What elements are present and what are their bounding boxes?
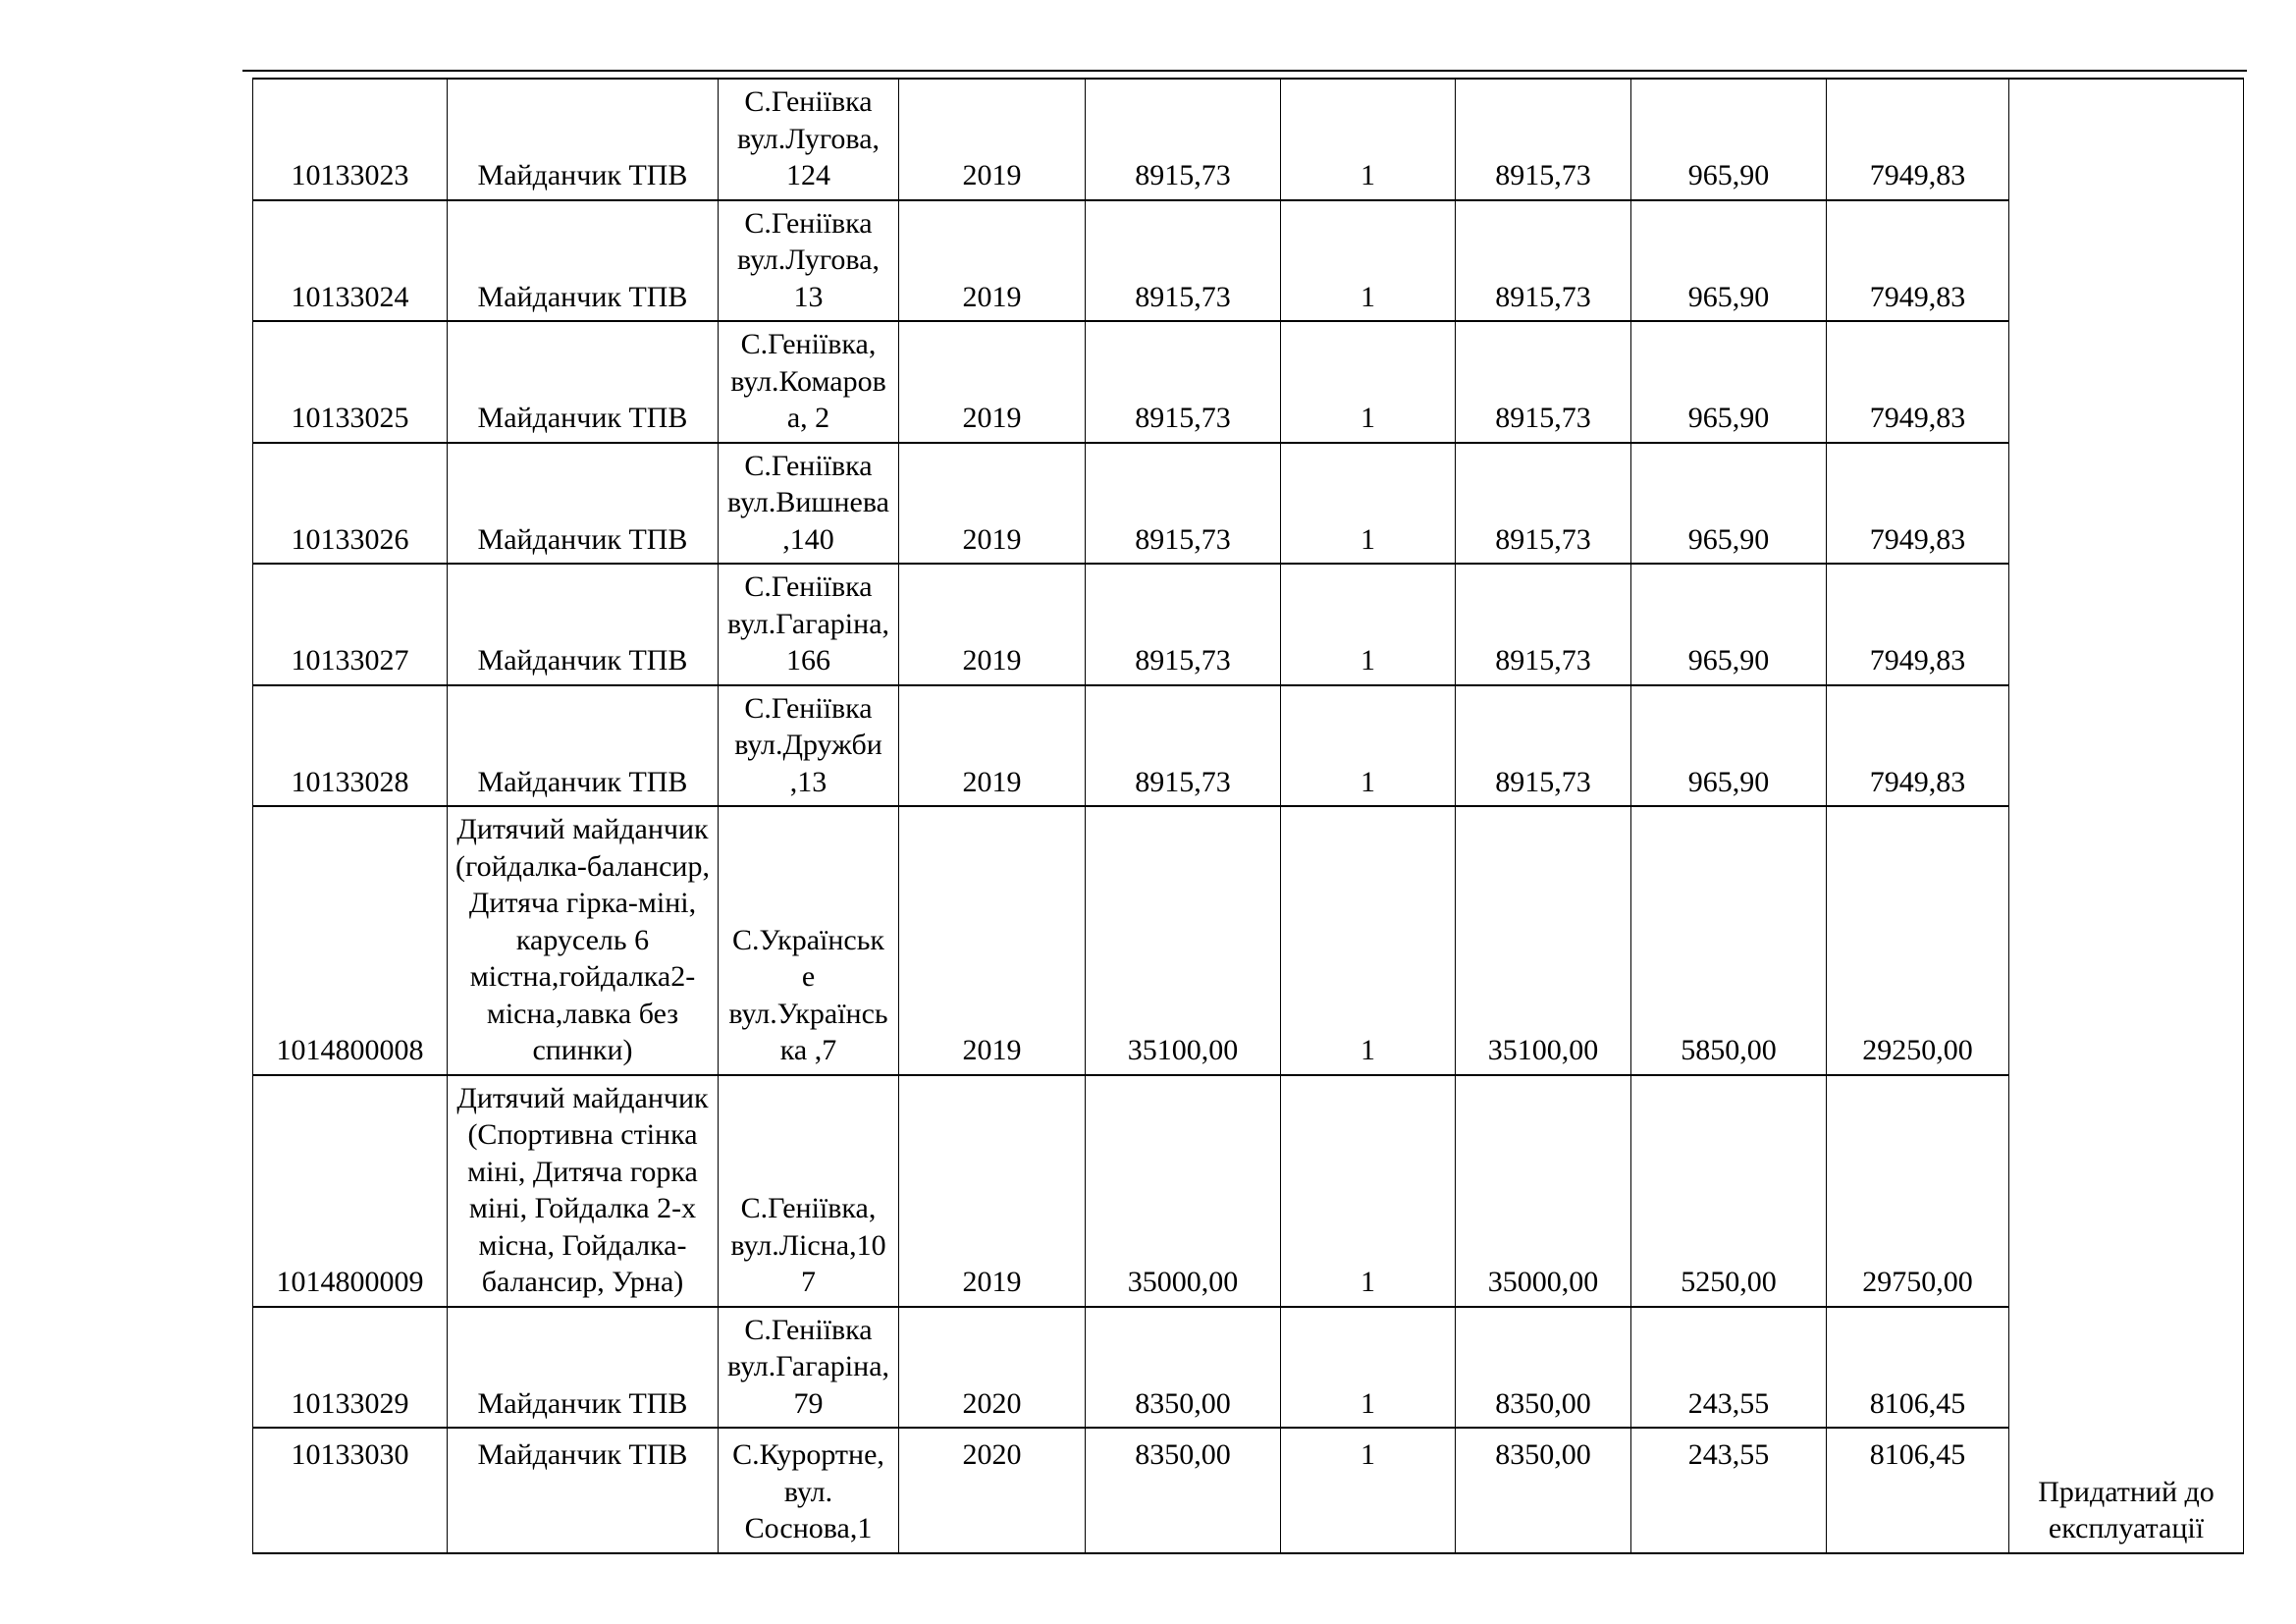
residual-value-cell: 7949,83 bbox=[1827, 564, 2009, 685]
year-cell: 2019 bbox=[899, 564, 1086, 685]
residual-value-cell: 7949,83 bbox=[1827, 200, 2009, 322]
initial-value-cell: 8350,00 bbox=[1086, 1428, 1281, 1553]
quantity-cell: 1 bbox=[1281, 1428, 1456, 1553]
initial-value-cell: 8915,73 bbox=[1086, 321, 1281, 443]
quantity-cell: 1 bbox=[1281, 443, 1456, 565]
table-row bbox=[253, 1428, 2244, 1553]
book-value-cell: 35000,00 bbox=[1456, 1075, 1631, 1307]
quantity-cell: 1 bbox=[1281, 321, 1456, 443]
condition-note: Придатний до експлуатації bbox=[2038, 1475, 2215, 1544]
initial-value-cell: 8915,73 bbox=[1086, 443, 1281, 565]
residual-value-cell: 29250,00 bbox=[1827, 806, 2009, 1075]
address-cell: С.Геніївка вул.Лугова, 124 bbox=[719, 79, 899, 200]
initial-value-cell: 8915,73 bbox=[1086, 79, 1281, 200]
book-value-cell: 8915,73 bbox=[1456, 321, 1631, 443]
quantity-cell: 1 bbox=[1281, 79, 1456, 200]
year-cell: 2019 bbox=[899, 321, 1086, 443]
residual-value-cell: 7949,83 bbox=[1827, 79, 2009, 200]
initial-value-cell: 8915,73 bbox=[1086, 685, 1281, 807]
book-value-cell: 8915,73 bbox=[1456, 443, 1631, 565]
quantity-cell: 1 bbox=[1281, 806, 1456, 1075]
depreciation-cell: 965,90 bbox=[1631, 79, 1827, 200]
inventory-number-cell: 10133030 bbox=[253, 1428, 448, 1553]
year-cell: 2019 bbox=[899, 443, 1086, 565]
book-value-cell: 8915,73 bbox=[1456, 564, 1631, 685]
depreciation-cell: 965,90 bbox=[1631, 564, 1827, 685]
book-value-cell: 35100,00 bbox=[1456, 806, 1631, 1075]
book-value-cell: 8915,73 bbox=[1456, 685, 1631, 807]
inventory-number-cell: 10133027 bbox=[253, 564, 448, 685]
asset-name-cell: Дитячий майданчик (гойдалка-балансир, Дитяча гірка-міні, карусель 6 містна,гойдалка2-місна,лавка без спинки) bbox=[448, 806, 719, 1075]
quantity-cell: 1 bbox=[1281, 685, 1456, 807]
table-row bbox=[253, 806, 2244, 1075]
address-cell: С.Курортне, вул. Соснова,1 bbox=[719, 1428, 899, 1553]
depreciation-cell: 965,90 bbox=[1631, 200, 1827, 322]
inventory-number-cell: 1014800009 bbox=[253, 1075, 448, 1307]
year-cell: 2019 bbox=[899, 1075, 1086, 1307]
table-row bbox=[253, 1075, 2244, 1307]
book-value-cell: 8350,00 bbox=[1456, 1307, 1631, 1429]
asset-name-cell: Дитячий майданчик (Спортивна стінка міні, Дитяча горка міні, Гойдалка 2-х місна, Гойдалка-балансир, Урна) bbox=[448, 1075, 719, 1307]
asset-name-cell: Майданчик ТПВ bbox=[448, 200, 719, 322]
table-row bbox=[253, 79, 2244, 200]
quantity-cell: 1 bbox=[1281, 564, 1456, 685]
condition-cell bbox=[2009, 79, 2244, 1553]
quantity-cell: 1 bbox=[1281, 200, 1456, 322]
depreciation-cell: 243,55 bbox=[1631, 1428, 1827, 1553]
address-cell: С.Українське вул.Українська ,7 bbox=[719, 806, 899, 1075]
inventory-number-cell: 10133029 bbox=[253, 1307, 448, 1429]
year-cell: 2019 bbox=[899, 79, 1086, 200]
address-cell: С.Геніївка, вул.Лісна,107 bbox=[719, 1075, 899, 1307]
residual-value-cell: 8106,45 bbox=[1827, 1428, 2009, 1553]
address-cell: С.Геніївка вул.Гагаріна,79 bbox=[719, 1307, 899, 1429]
asset-name-cell: Майданчик ТПВ bbox=[448, 321, 719, 443]
initial-value-cell: 8915,73 bbox=[1086, 200, 1281, 322]
address-cell: С.Геніївка вул.Вишнева,140 bbox=[719, 443, 899, 565]
table-row bbox=[253, 685, 2244, 807]
depreciation-cell: 965,90 bbox=[1631, 321, 1827, 443]
residual-value-cell: 7949,83 bbox=[1827, 443, 2009, 565]
address-cell: С.Геніївка вул.Гагаріна,166 bbox=[719, 564, 899, 685]
inventory-number-cell: 10133023 bbox=[253, 79, 448, 200]
depreciation-cell: 965,90 bbox=[1631, 443, 1827, 565]
year-cell: 2019 bbox=[899, 806, 1086, 1075]
inventory-number-cell: 10133026 bbox=[253, 443, 448, 565]
depreciation-cell: 965,90 bbox=[1631, 685, 1827, 807]
residual-value-cell: 29750,00 bbox=[1827, 1075, 2009, 1307]
residual-value-cell: 7949,83 bbox=[1827, 685, 2009, 807]
year-cell: 2019 bbox=[899, 200, 1086, 322]
depreciation-cell: 5250,00 bbox=[1631, 1075, 1827, 1307]
inventory-number-cell: 10133028 bbox=[253, 685, 448, 807]
table-row bbox=[253, 564, 2244, 685]
table-row bbox=[253, 1307, 2244, 1429]
depreciation-cell: 243,55 bbox=[1631, 1307, 1827, 1429]
initial-value-cell: 8915,73 bbox=[1086, 564, 1281, 685]
inventory-number-cell: 10133025 bbox=[253, 321, 448, 443]
quantity-cell: 1 bbox=[1281, 1075, 1456, 1307]
asset-name-cell: Майданчик ТПВ bbox=[448, 685, 719, 807]
table-row bbox=[253, 321, 2244, 443]
inventory-number-cell: 10133024 bbox=[253, 200, 448, 322]
table-row bbox=[253, 443, 2244, 565]
address-cell: С.Геніївка вул.Лугова, 13 bbox=[719, 200, 899, 322]
address-cell: С.Геніївка вул.Дружби ,13 bbox=[719, 685, 899, 807]
depreciation-cell: 5850,00 bbox=[1631, 806, 1827, 1075]
address-cell: С.Геніївка, вул.Комарова, 2 bbox=[719, 321, 899, 443]
table-continuation-border bbox=[242, 70, 2247, 72]
book-value-cell: 8350,00 bbox=[1456, 1428, 1631, 1553]
residual-value-cell: 8106,45 bbox=[1827, 1307, 2009, 1429]
initial-value-cell: 8350,00 bbox=[1086, 1307, 1281, 1429]
book-value-cell: 8915,73 bbox=[1456, 79, 1631, 200]
book-value-cell: 8915,73 bbox=[1456, 200, 1631, 322]
year-cell: 2020 bbox=[899, 1428, 1086, 1553]
asset-name-cell: Майданчик ТПВ bbox=[448, 1428, 719, 1553]
inventory-table bbox=[252, 78, 2244, 1554]
table-row bbox=[253, 200, 2244, 322]
asset-name-cell: Майданчик ТПВ bbox=[448, 79, 719, 200]
year-cell: 2020 bbox=[899, 1307, 1086, 1429]
quantity-cell: 1 bbox=[1281, 1307, 1456, 1429]
asset-name-cell: Майданчик ТПВ bbox=[448, 443, 719, 565]
initial-value-cell: 35100,00 bbox=[1086, 806, 1281, 1075]
initial-value-cell: 35000,00 bbox=[1086, 1075, 1281, 1307]
residual-value-cell: 7949,83 bbox=[1827, 321, 2009, 443]
asset-name-cell: Майданчик ТПВ bbox=[448, 1307, 719, 1429]
asset-name-cell: Майданчик ТПВ bbox=[448, 564, 719, 685]
inventory-number-cell: 1014800008 bbox=[253, 806, 448, 1075]
year-cell: 2019 bbox=[899, 685, 1086, 807]
